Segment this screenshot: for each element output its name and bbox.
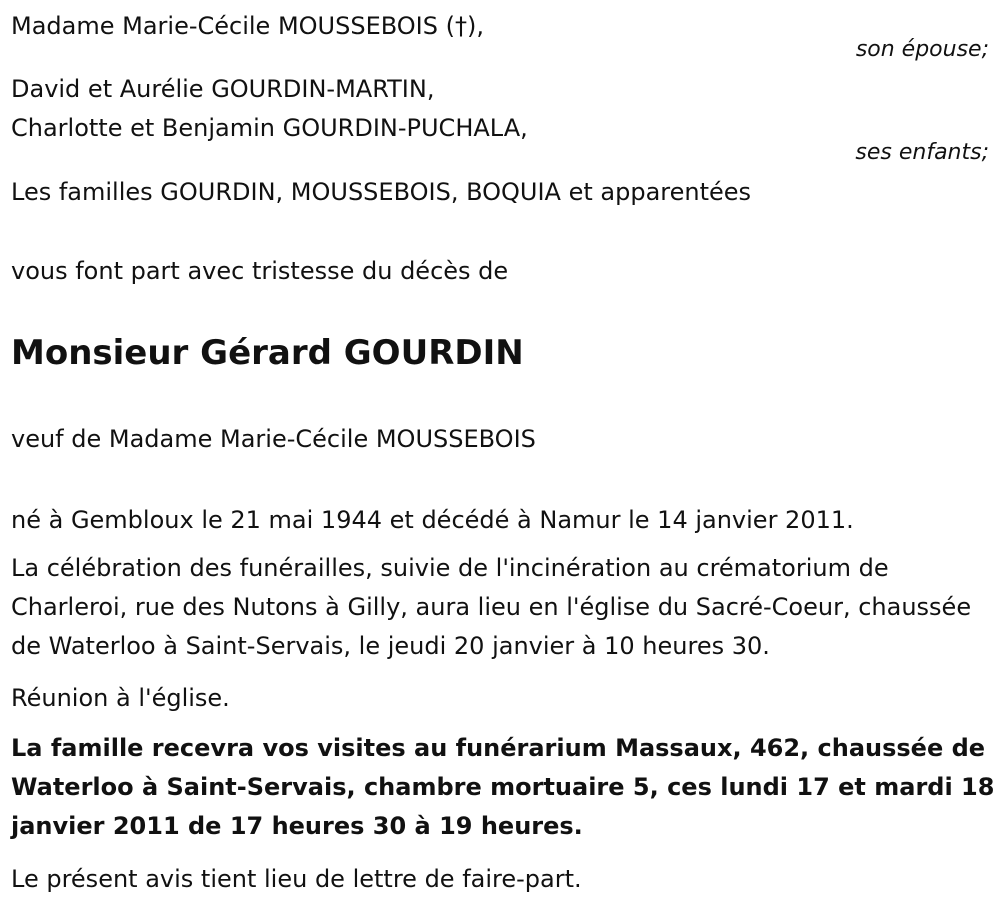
visits-paragraph: La famille recevra vos visites au funérarium Massaux, 462, chaussée de Waterloo à Saint-Servais, chambre mortuaire 5, ces lundi 17 et mardi 18 janvier 2011 de 17 heures 30 à 19 heures. xyxy=(11,734,995,840)
children-role: ses enfants; xyxy=(855,140,989,165)
birth-death-line: né à Gembloux le 21 mai 1944 et décédé à Namur le 14 janvier 2011. xyxy=(11,506,854,534)
meeting-line: Réunion à l'église. xyxy=(11,684,230,712)
announcement-line: vous font part avec tristesse du décès de xyxy=(11,257,509,285)
deceased-name: Monsieur Gérard GOURDIN xyxy=(11,333,524,373)
funeral-paragraph: La célébration des funérailles, suivie de l'incinération au crématorium de Charleroi, rue des Nutons à Gilly, aura lieu en l'église du Sacré-Coeur, chaussée de Waterloo à Saint-Servais, le jeudi 20 janvier à 10 heures 30. xyxy=(11,554,972,660)
children-line-2: Charlotte et Benjamin GOURDIN-PUCHALA, xyxy=(11,114,528,142)
families-line: Les familles GOURDIN, MOUSSEBOIS, BOQUIA et apparentées xyxy=(11,178,752,206)
spouse-line: Madame Marie-Cécile MOUSSEBOIS (†), xyxy=(11,12,484,40)
closing-line: Le présent avis tient lieu de lettre de faire-part. xyxy=(11,865,582,893)
spouse-role: son épouse; xyxy=(855,37,989,62)
widower-line: veuf de Madame Marie-Cécile MOUSSEBOIS xyxy=(11,425,536,453)
children-line-1: David et Aurélie GOURDIN-MARTIN, xyxy=(11,75,435,103)
